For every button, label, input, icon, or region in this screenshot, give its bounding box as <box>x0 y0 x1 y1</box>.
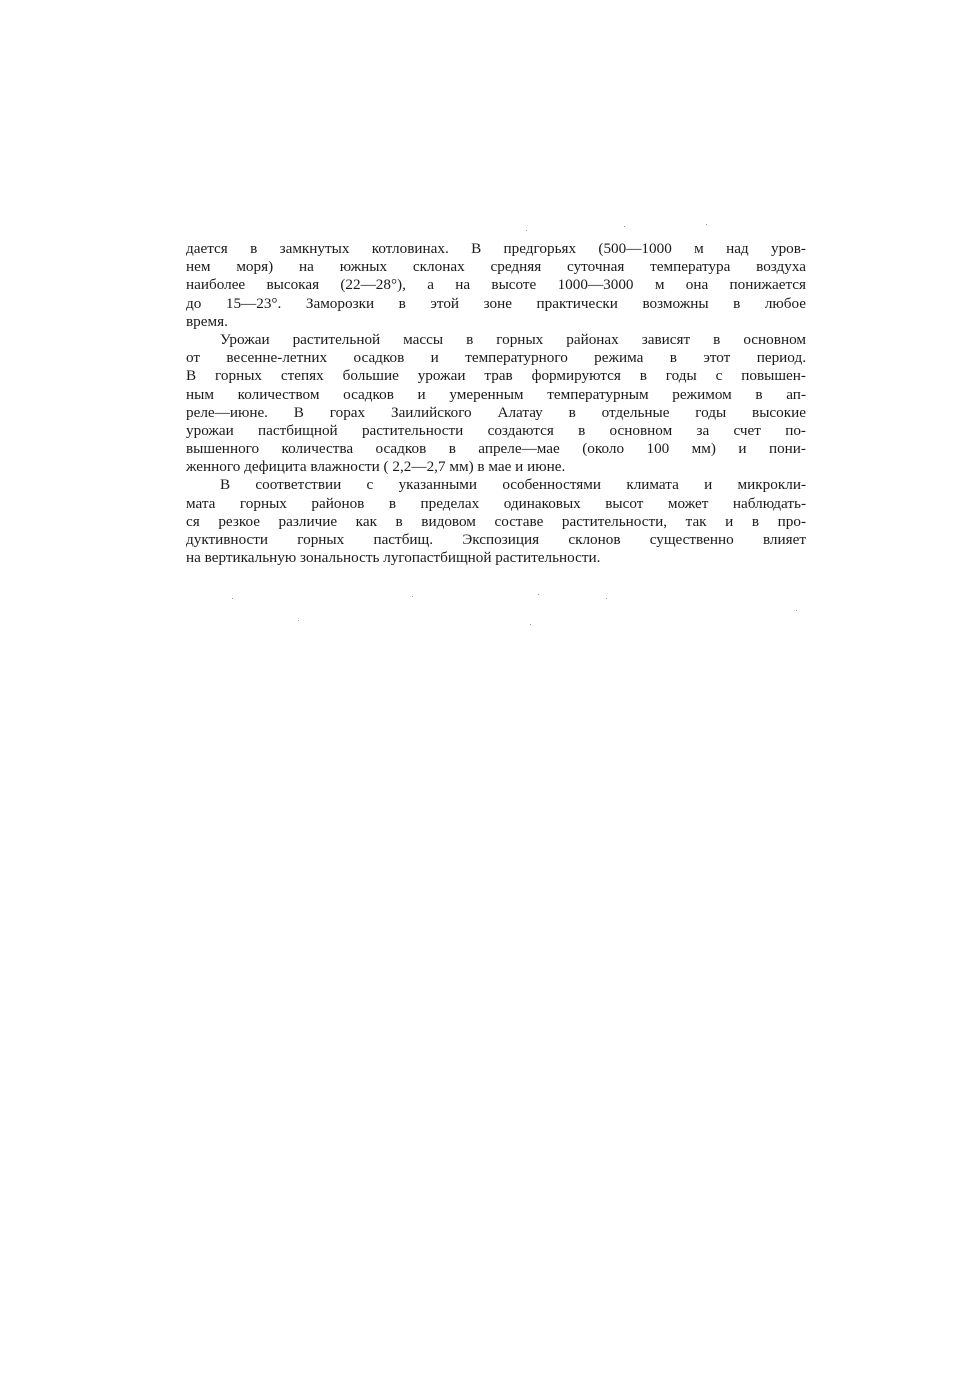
scan-speck <box>606 598 607 599</box>
text-line: наиболее высокая (22—28°), а на высоте 1000—3000 м она понижается <box>186 276 806 294</box>
text-line: дается в замкнутых котловинах. В предгорьях (500—1000 м над уров- <box>186 240 806 257</box>
scan-speck <box>706 224 707 225</box>
scan-speck <box>796 610 797 611</box>
text-line: на вертикальную зональность лугопастбищной растительности. <box>186 549 601 567</box>
text-line: женного дефицита влажности ( 2,2—2,7 мм) в мае и июне. <box>186 458 566 476</box>
text-line: ным количеством осадков и умеренным температурным режимом в ап- <box>186 385 806 403</box>
text-line: Урожаи растительной массы в горных районах зависят в основном <box>220 330 806 348</box>
scan-speck <box>624 226 625 227</box>
text-line: вышенного количества осадков в апреле—мае (около 100 мм) и пони- <box>186 440 806 458</box>
paragraph-1 <box>186 240 806 331</box>
text-line: реле—июне. В горах Заилийского Алатау в отдельные годы высокие <box>186 403 806 421</box>
text-line: до 15—23°. Заморозки в этой зоне практически возможны в любое <box>186 294 806 312</box>
scan-speck <box>538 594 539 595</box>
text-line: мата горных районов в пределах одинаковых высот может наблюдать- <box>186 494 806 512</box>
text-line: нем моря) на южных склонах средняя суточная температура воздуха <box>186 258 806 276</box>
text-line: время. <box>186 312 228 330</box>
body-text <box>186 240 806 567</box>
scan-speck <box>298 620 299 621</box>
scan-speck <box>526 230 527 231</box>
text-line: дуктивности горных пастбищ. Экспозиция склонов существенно влияет <box>186 531 806 548</box>
scan-speck <box>232 598 233 599</box>
text-line: В горных степях большие урожаи трав формируются в годы с повышен- <box>186 367 806 385</box>
scan-speck <box>412 596 413 597</box>
paragraph-2 <box>186 331 806 477</box>
text-line: урожаи пастбищной растительности создаются в основном за счет по- <box>186 421 806 439</box>
paragraph-3 <box>186 476 806 567</box>
text-line: ся резкое различие как в видовом составе растительности, так и в про- <box>186 512 806 530</box>
text-line: от весенне-летних осадков и температурного режима в этот период. <box>186 349 806 367</box>
text-line: В соответствии с указанными особенностями климата и микрокли- <box>220 476 806 494</box>
scan-speck <box>530 624 531 625</box>
